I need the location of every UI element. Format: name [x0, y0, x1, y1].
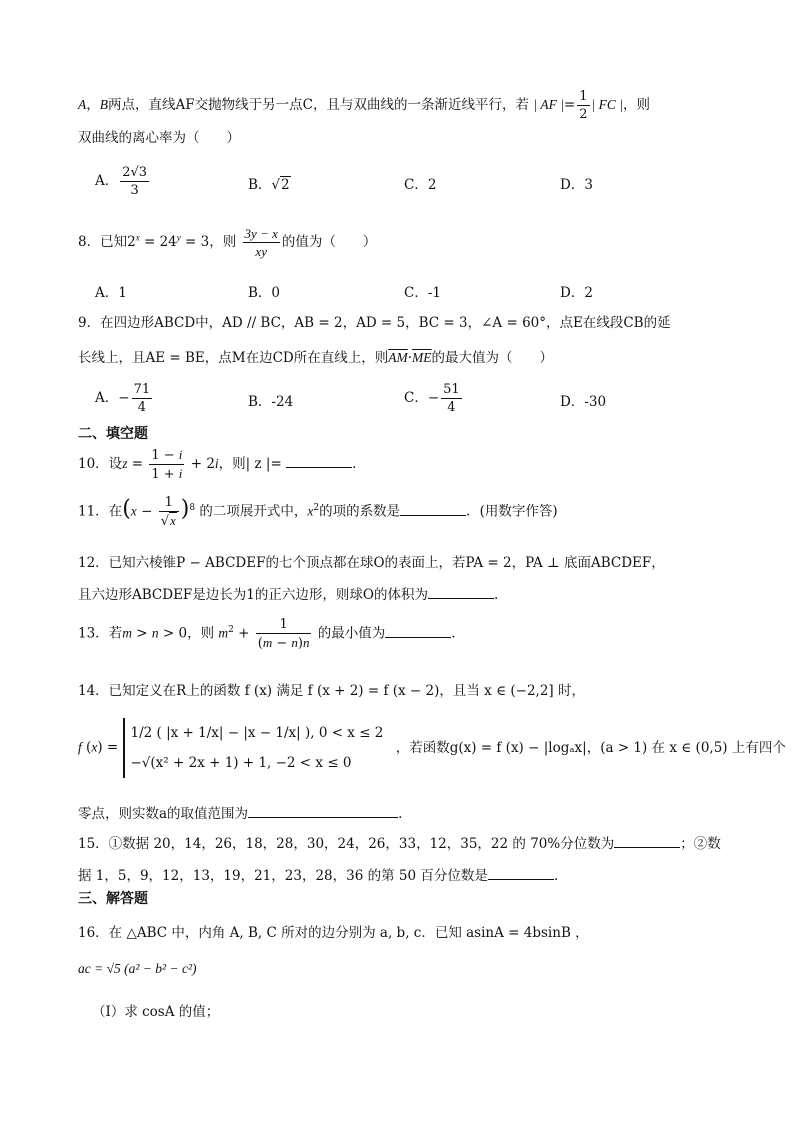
q14-piecewise-row: f (x) = 1/2 ( |x + 1/x| − |x − 1/x| ), 0 < x ≤ 2 −√(x² + 2x + 1) + 1, −2 < x ≤ 0 ，若函数g(x) = f (x) − |logₐx|，(a > 1) 在 x ∈ (0,5) 上有四个 [78, 718, 786, 778]
q10-stem: 10．设z = $\frac{1 - i}{1 + i}$ + 2i，则| z |= . [78, 447, 357, 482]
q14-piecewise-brace: 1/2 ( |x + 1/x| − |x − 1/x| ), 0 < x ≤ 2 −√(x² + 2x + 1) + 1, −2 < x ≤ 0 [123, 718, 384, 778]
section-fill-in-title: 二、填空题 [78, 426, 148, 442]
q8-option-a[interactable]: A．1 [95, 285, 127, 301]
q8-option-d[interactable]: D．2 [560, 285, 593, 301]
q7-option-c[interactable]: C．2 [404, 177, 437, 193]
q12-answer-blank[interactable] [428, 584, 494, 599]
q9-line2: 长线上，且AE = BE，点M在边CD所在直线上，则$\overline{AM}\cdot\overline{ME}$的最大值为（ ） [78, 350, 554, 366]
section-solve-title: 三、解答题 [78, 891, 148, 907]
q7-option-b[interactable]: B．√2 [248, 177, 290, 193]
q9-option-a[interactable]: A．− $\frac{71}{4}$ [95, 382, 151, 415]
q14-answer-blank[interactable] [248, 803, 398, 818]
q13-stem: 13．若m > n > 0，则 $m^2$ + $\frac{1}{(m - n)n}$ 的最小值为 . [78, 617, 456, 651]
q7-line1: A，B两点，直线AF交抛物线于另一点C，且与双曲线的一条渐近线平行，若 | AF |= $\frac{1}{2}$ | FC |，则 [78, 89, 650, 122]
q14-line1: 14．已知定义在R上的函数 f (x) 满足 f (x + 2) = f (x − 2)，且当 x ∈ (−2,2] 时， [78, 683, 585, 699]
q9-line1: 9．在四边形ABCD中，AD // BC，AB = 2，AD = 5，BC = 3，∠A = 60°，点E在线段CB的延 [78, 315, 671, 331]
q15-answer-blank-2[interactable] [488, 865, 554, 880]
q13-answer-blank[interactable] [385, 623, 451, 638]
q7-line2: 双曲线的离心率为（ ） [78, 130, 240, 146]
q9-option-d[interactable]: D．-30 [560, 394, 607, 410]
q16-line2: ac = √5 (a² − b² − c²) [78, 961, 197, 976]
q10-answer-blank[interactable] [286, 453, 352, 468]
q15-line1: 15．①数据 20，14，26，18，28，30，24，26，33，12，35，22 的 70%分位数为 ；②数 [78, 832, 721, 852]
q15-answer-blank-1[interactable] [614, 833, 680, 848]
q12-line1: 12．已知六棱锥P − ABCDEF的七个顶点都在球O的表面上，若PA = 2，PA ⊥ 底面ABCDEF， [78, 555, 665, 571]
q7-option-a[interactable]: A． $\frac{2√3}{3}$ [95, 165, 148, 198]
q16-line1: 16．在 △ABC 中，内角 A, B, C 所对的边分别为 a, b, c．已知 asinA = 4bsinB ， [78, 925, 589, 941]
q9-option-c[interactable]: C．− $\frac{51}{4}$ [404, 382, 460, 415]
q12-line2: 且六边形ABCDEF是边长为1的正六边形，则球O的体积为 . [78, 583, 498, 603]
q7-option-d[interactable]: D．3 [560, 177, 593, 193]
q11-answer-blank[interactable] [400, 501, 466, 516]
q14-line3: 零点，则实数a的取值范围为 . [78, 802, 402, 822]
q9-option-b[interactable]: B．-24 [248, 394, 294, 410]
q8-stem: 8．已知$2^x = 24^y = 3$，则 $\frac{3y - x}{xy}$ 的值为（ ） [78, 226, 377, 259]
q8-option-b[interactable]: B．0 [248, 285, 281, 301]
q15-line2: 据 1，5，9，12，13，19，21，23，28，36 的第 50 百分位数是 . [78, 864, 558, 884]
q16-part1: （I）求 cosA 的值； [92, 1004, 220, 1020]
q11-stem: 11．在(x − $\frac{1}{√x}$ )$^8$ 的二项展开式中，$x^2$的项的系数是 ．(用数字作答) [78, 495, 558, 529]
q8-option-c[interactable]: C．-1 [404, 285, 441, 301]
